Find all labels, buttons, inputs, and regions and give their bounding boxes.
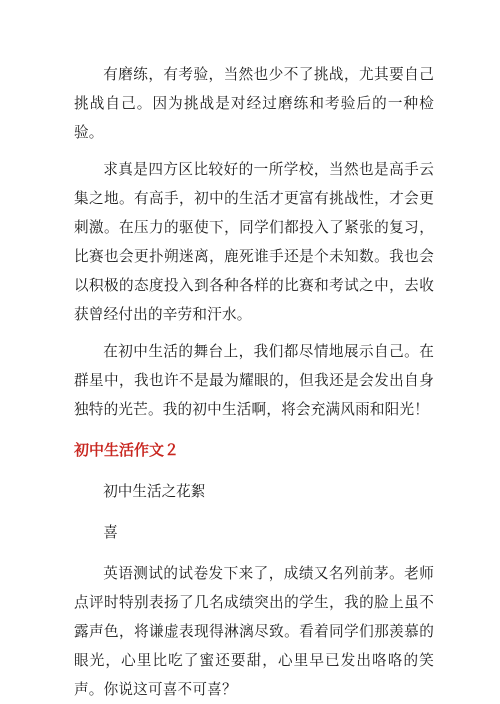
section-subtitle: 初中生活之花絮 — [103, 483, 206, 500]
paragraph-english-test: 英语测试的试卷发下来了，成绩又名列前茅。老师点评时特别表扬了几名成绩突出的学生，我的脸上虽不露声色，将谦虚表现得淋漓尽致。看着同学们那羡慕的眼光，心里比吃了蜜还要甜，心里早已发出咯咯的笑声。你说这可喜不可喜？ — [74, 565, 434, 698]
document-page — [74, 60, 434, 704]
paragraph-challenge: 有磨练，有考验，当然也少不了挑战，尤其要自己挑战自己。因为挑战是对经过磨练和考验后的一种检验。 — [74, 66, 434, 141]
paragraph-school: 求真是四方区比较好的一所学校，当然也是高手云集之地。有高手，初中的生活才更富有挑战性，才会更刺激。在压力的驱使下，同学们都投入了紧张的复习，比赛也会更扑朔迷离，鹿死谁手还是个未知数。我也会以积极的态度投入到各种各样的比赛和考试之中，去收获曾经付出的辛劳和汗水。 — [74, 161, 434, 323]
section-label-joy: 喜 — [103, 524, 118, 541]
paragraph-stage: 在初中生活的舞台上，我们都尽情地展示自己。在群星中，我也许不是最为耀眼的，但我还是会发出自身独特的光芒。我的初中生活啊，将会充满风雨和阳光！ — [74, 343, 434, 418]
section-heading: 初中生活作文２ — [74, 441, 180, 459]
